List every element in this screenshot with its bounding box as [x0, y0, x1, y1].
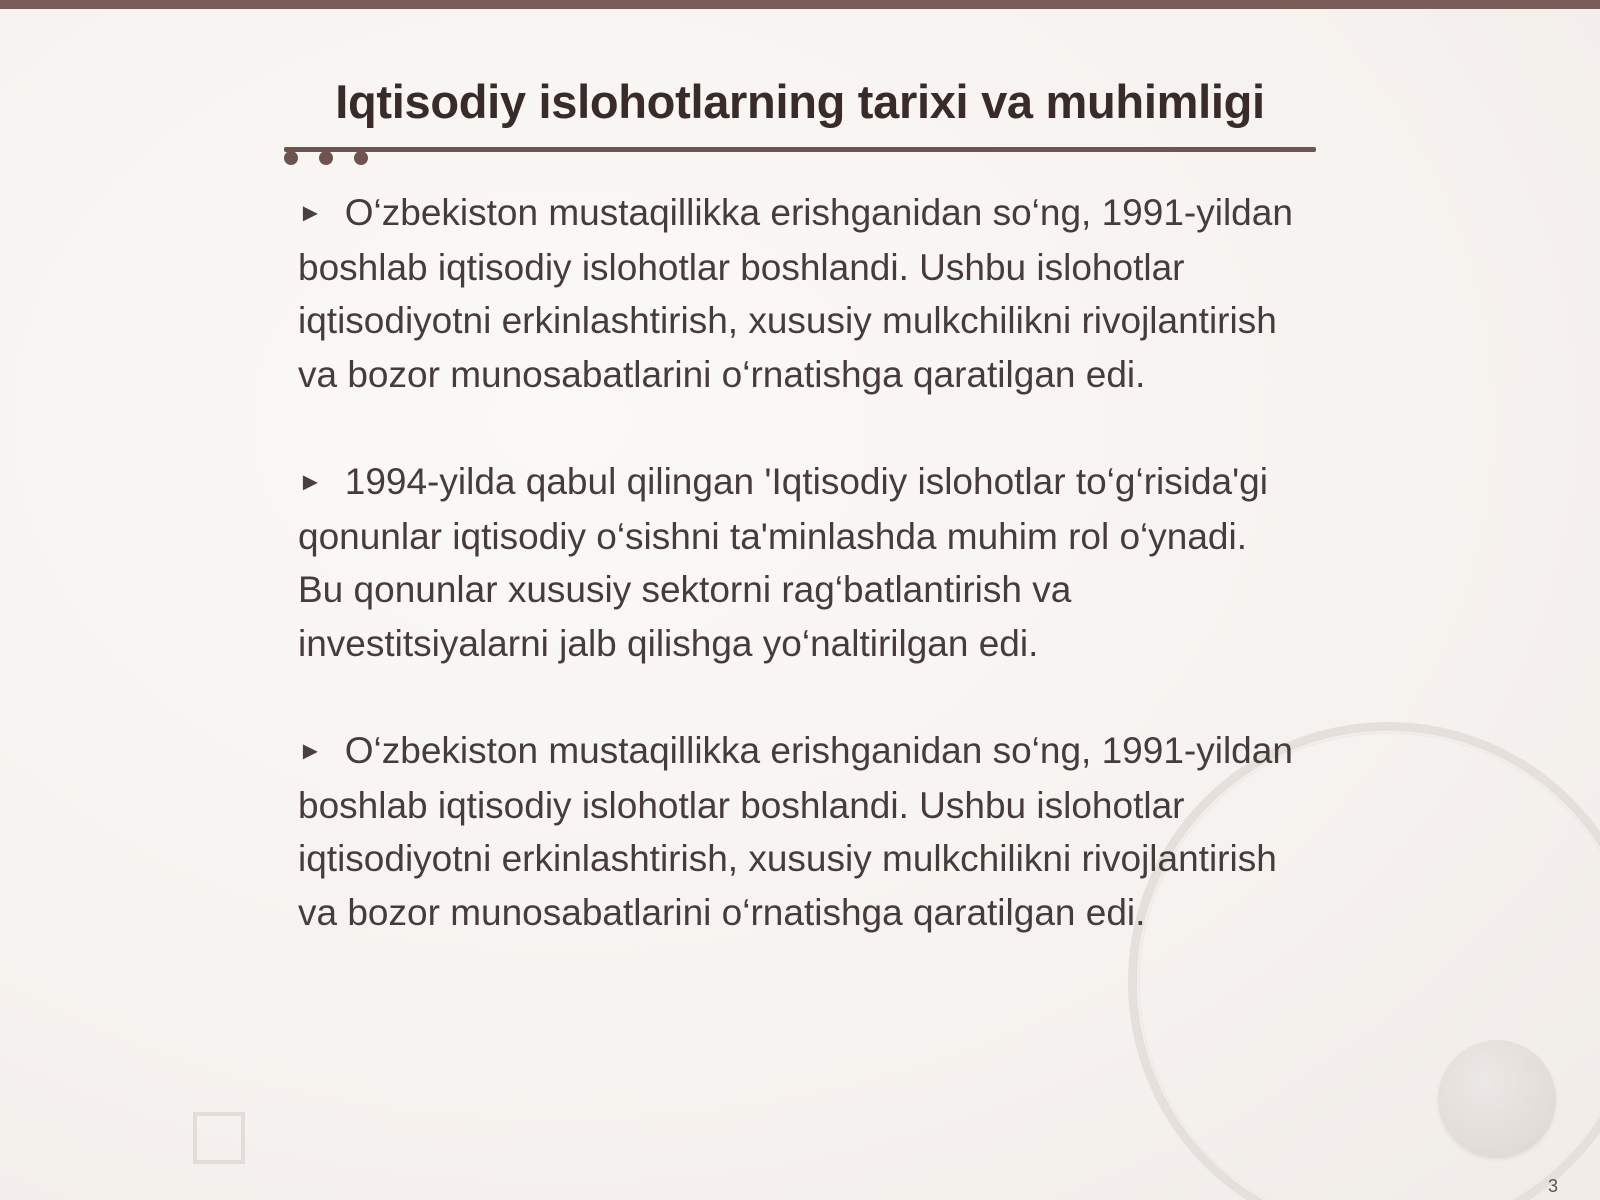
- page-number: 3: [1548, 1176, 1559, 1196]
- bullet-arrow-icon: ►: [298, 737, 323, 765]
- bullet-text: O‘zbekiston mustaqillikka erishganidan so‘ng, 1991-yildan boshlab iqtisodiy islohotlar boshlandi. Ushbu islohotlar iqtisodiyotni erkinlashtirish, xususiy mulkchilikni rivojlantirish va bozor munosabatlarini o‘rnatishga qaratilgan edi.: [298, 730, 1293, 933]
- title-dot-1: [284, 151, 298, 165]
- decorative-circle: [1438, 1040, 1556, 1158]
- decorative-square: [193, 1112, 245, 1164]
- title-underline: [284, 147, 1316, 152]
- slide-title: Iqtisodiy islohotlarning tarixi va muhimligi: [335, 75, 1265, 128]
- bullet-arrow-icon: ►: [298, 468, 323, 496]
- bullet-item-3: [298, 724, 1298, 939]
- bullet-list: [298, 186, 1298, 993]
- bullet-item-2: [298, 455, 1298, 670]
- bullet-item-1: [298, 186, 1298, 401]
- bullet-text: O‘zbekiston mustaqillikka erishganidan so‘ng, 1991-yildan boshlab iqtisodiy islohotlar boshlandi. Ushbu islohotlar iqtisodiyotni erkinlashtirish, xususiy mulkchilikni rivojlantirish va bozor munosabatlarini o‘rnatishga qaratilgan edi.: [298, 192, 1293, 395]
- title-dot-3: [354, 151, 368, 165]
- top-accent-bar: [0, 0, 1600, 9]
- bullet-text: 1994-yilda qabul qilingan 'Iqtisodiy islohotlar to‘g‘risida'gi qonunlar iqtisodiy o‘sishni ta'minlashda muhim rol o‘ynadi. Bu qonunlar xususiy sektorni rag‘batlantirish va investitsiyalarni jalb qilishga yo‘naltirilgan edi.: [298, 461, 1268, 664]
- title-dot-2: [319, 151, 333, 165]
- bullet-arrow-icon: ►: [298, 199, 323, 227]
